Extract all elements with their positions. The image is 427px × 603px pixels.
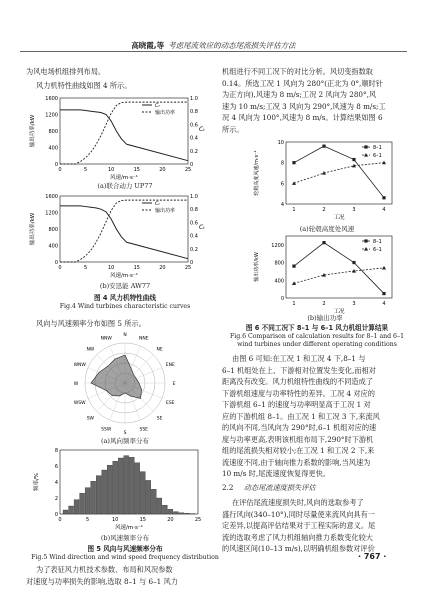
- x-axis-label: 风速/m·s⁻¹: [110, 273, 138, 279]
- fig4b-chart: [28, 190, 218, 282]
- rose-direction-label: WNW: [73, 363, 86, 369]
- text-line: 流速度不同,由于轴向推力系数的影响,当风速为: [222, 457, 371, 467]
- y-tick-label: 0: [54, 260, 58, 266]
- data-point-8-1: [352, 158, 355, 161]
- histogram-bar: [162, 505, 167, 514]
- text-line: 况 4 风向为 100°,风速为 8 m/s。计算结果如图 6: [222, 113, 383, 122]
- rose-direction-label: N: [123, 333, 127, 338]
- text-line: 应的下游机组 8–1。由工况 1 和工况 3 下,来流风: [222, 411, 380, 421]
- data-point-8-1: [292, 265, 295, 268]
- left-paragraph-1: 为风电场机组排列布局。: [26, 67, 106, 76]
- x-tick-label: 15: [133, 167, 140, 173]
- x-tick-label: 15: [139, 517, 146, 523]
- y-tick-label: 800: [48, 227, 58, 233]
- legend-label-6-1: 6–1: [373, 247, 382, 253]
- left-paragraph-3: 风向与风速频率分布如图 5 所示。: [36, 319, 146, 328]
- page-number: · 767 ·: [358, 552, 387, 561]
- fig5a-windrose: [60, 328, 190, 438]
- rose-direction-label: W: [73, 382, 79, 387]
- text-line: 10 m/s 时,尾流速度恢复得更快。: [222, 469, 330, 478]
- histogram-bar: [80, 493, 85, 514]
- fig5-title: 图 5 风向与风速频率分布: [87, 545, 163, 553]
- x-tick-label: 20: [159, 167, 166, 173]
- data-point-8-1: [352, 261, 355, 264]
- ct-series-line: [60, 110, 188, 161]
- y-tick-label: 400: [48, 243, 58, 250]
- y-axis-label: 频率/%: [34, 472, 40, 492]
- y-tick-label: 10: [277, 140, 284, 146]
- fig4-title: 图 4 风力机特性曲线: [94, 294, 156, 302]
- legend-power-label: 输出功率: [155, 208, 176, 214]
- x-tick-label: 3: [352, 207, 356, 213]
- histogram-bar: [184, 513, 189, 514]
- x-tick-label: 10: [108, 167, 115, 173]
- text-line: 所示。: [222, 124, 244, 134]
- text-line: wind turbines under different operating conditions: [237, 341, 397, 348]
- rose-direction-label: NE: [156, 347, 163, 353]
- right-paragraph-1: [222, 66, 386, 135]
- y2-axis-label: Cₜ: [199, 126, 205, 133]
- legend-label-8-1: 8–1: [373, 145, 382, 151]
- x-tick-label: 15: [133, 265, 140, 271]
- left-paragraph-4-line-2: 对速度与功率损失的影响,选取 8–1 与 6–1 风力: [26, 577, 178, 586]
- y2-tick-label: 0.8: [190, 109, 198, 116]
- x-tick-label: 20: [159, 265, 166, 271]
- y-tick-label: 800: [274, 260, 284, 267]
- y-tick-label: 1200: [45, 112, 58, 119]
- y2-tick-label: 0.4: [190, 135, 198, 142]
- x-tick-label: 0: [58, 517, 62, 523]
- legend-label-6-1: 6–1: [373, 153, 382, 159]
- x-tick-label: 10: [112, 517, 119, 523]
- histogram-bar: [140, 472, 145, 514]
- y-tick-label: 1600: [45, 194, 58, 200]
- y-tick-label: 2: [54, 496, 58, 502]
- rose-direction-label: ENE: [165, 363, 175, 369]
- fig4-title-en: Fig.4 Wind turbines characteristic curves: [59, 303, 191, 310]
- plot-frame: [60, 98, 188, 164]
- y2-tick-label: 0.2: [190, 148, 198, 155]
- data-point-8-1: [382, 196, 385, 199]
- data-point-8-1: [292, 161, 295, 164]
- text-line: Fig.6 Comparison of calculation results for 8–1 and 6–1: [229, 333, 405, 340]
- y2-tick-label: 0.6: [190, 122, 198, 129]
- x-tick-label: 4: [382, 301, 386, 307]
- text-line: 的风向不同,当风向为 290°时,6–1 机组对应的速: [222, 423, 377, 432]
- text-line: 组的尾流损失相对较小;在工况 1 和工况 2 下,来: [222, 446, 375, 455]
- right-paragraph-3: [222, 497, 375, 555]
- x-tick-label: 25: [184, 167, 192, 173]
- histogram-bar: [168, 509, 173, 514]
- y-tick-label: 400: [48, 145, 58, 152]
- y2-tick-label: 0.2: [190, 246, 198, 253]
- y2-tick-label: 0.8: [190, 207, 198, 214]
- y-tick-label: 6: [54, 464, 58, 470]
- section-heading: [222, 483, 316, 493]
- data-point-8-1: [322, 145, 325, 148]
- y2-tick-label: 0.4: [190, 233, 198, 240]
- legend-marker-8-1: [364, 145, 367, 148]
- text-line: 下游机组 6–1 的速度与功率明显高于工况 1 对: [222, 400, 371, 409]
- text-line: 为正方向),风速为 8 m/s;工况 2 风向为 280°,风: [222, 90, 377, 99]
- text-line: 下游机组速度与功率特性的差异。工况 4 对应的: [222, 388, 375, 398]
- x-tick-label: 0: [58, 167, 62, 173]
- fig6b-caption: (b)输出功率: [307, 314, 343, 322]
- series-line-8-1: [294, 243, 384, 294]
- x-tick-label: 0: [58, 265, 62, 271]
- left-paragraph-2: 风力机特性曲线如图 4 所示。: [36, 81, 132, 90]
- rose-direction-label: NNE: [138, 336, 149, 342]
- x-tick-label: 5: [86, 517, 90, 523]
- y-axis-label: 输出功率/kW: [30, 212, 36, 246]
- data-point-8-1: [322, 241, 325, 244]
- fig4b-caption: (b)安迅能 AW77: [99, 282, 151, 290]
- text-line: 盛行风向(340–10°),同时尽量使来流风向具有一: [222, 509, 375, 519]
- text-line: 定差异,以提高评估结果对于工程实际的意义。尾: [222, 521, 376, 530]
- histogram-bar: [74, 500, 79, 514]
- rose-direction-label: E: [172, 382, 176, 387]
- x-axis-label: 工况: [333, 309, 345, 315]
- y-axis-label: 输出功率/kW: [254, 252, 260, 282]
- text-line: 速为 10 m/s;工况 3 风向为 290°,风速为 8 m/s;工: [222, 101, 386, 111]
- text-line: 在评估尾流速度损失时,风向的选取参考了: [232, 498, 364, 507]
- y-tick-label: 0: [54, 162, 58, 168]
- histogram-bar: [129, 457, 134, 514]
- x-axis-label: 风速/m·s⁻¹: [115, 525, 143, 531]
- histogram-bar: [146, 480, 151, 514]
- histogram-bar: [107, 465, 112, 514]
- x-tick-label: 20: [167, 517, 174, 523]
- legend-label-8-1: 8–1: [373, 239, 382, 245]
- header-authors: 高晓霞,等: [131, 41, 165, 50]
- histogram-bar: [118, 458, 123, 514]
- x-tick-label: 2: [322, 301, 326, 307]
- histogram-bar: [151, 489, 156, 514]
- fig5b-caption: (b)风速频率分布: [100, 534, 150, 542]
- x-tick-label: 25: [184, 265, 192, 271]
- y2-tick-label: 0: [190, 162, 194, 168]
- rose-direction-label: ESE: [165, 400, 175, 406]
- histogram-bar: [69, 506, 74, 514]
- y2-tick-label: 1.0: [190, 194, 198, 200]
- fig5-title-en: Fig.5 Wind direction and wind speed frequency distribution: [31, 554, 219, 561]
- x-tick-label: 5: [84, 265, 88, 271]
- fig4a-chart: [28, 92, 218, 182]
- y-axis-label: 输出功率/kW: [30, 114, 36, 148]
- rose-direction-label: S: [123, 431, 127, 436]
- histogram-bar: [96, 476, 101, 514]
- y-tick-label: 1200: [45, 210, 58, 217]
- x-tick-label: 10: [108, 265, 115, 271]
- fig6-title: 图 6 不同工况下 8–1 与 6–1 风力机组计算结果: [245, 324, 389, 332]
- text-line: 机组进行不同工况下的对比分析。风切变指数取: [222, 67, 373, 76]
- series-line-6-1: [294, 268, 384, 284]
- header-rule: [20, 51, 407, 52]
- histogram-bar: [63, 510, 68, 514]
- y-tick-label: 800: [48, 129, 58, 135]
- section-title: 动态尾流速度损失评估: [243, 483, 316, 492]
- x-tick-label: 1: [292, 207, 296, 213]
- histogram-bar: [91, 481, 96, 514]
- rose-direction-label: SSE: [139, 427, 149, 433]
- histogram-bar: [124, 456, 129, 514]
- histogram-bar: [102, 470, 107, 514]
- fig6-title-en: [222, 333, 412, 349]
- fig5a-caption: (a)风向频率分布: [101, 437, 149, 445]
- histogram-bar: [157, 498, 162, 514]
- rose-direction-label: NW: [86, 347, 95, 353]
- y2-tick-label: 1.0: [190, 96, 198, 102]
- y-tick-label: 4: [54, 480, 58, 486]
- y-tick-label: 8: [280, 160, 284, 167]
- text-line: 的风速区间(10–13 m/s),以明确机组参数对评价: [222, 544, 375, 553]
- fig6a-caption: (a)轮毂高度处风速: [299, 225, 355, 233]
- series-line-8-1: [294, 146, 384, 198]
- left-paragraph-4-line-1: 为了表征风力机技术参数、布局和风况参数: [36, 565, 173, 574]
- x-tick-label: 4: [382, 207, 386, 213]
- x-tick-label: 2: [322, 207, 326, 213]
- y-tick-label: 0: [280, 296, 284, 302]
- plot-frame: [286, 142, 392, 204]
- x-tick-label: 3: [352, 301, 356, 307]
- y2-tick-label: 0.6: [190, 220, 198, 227]
- section-number: 2.2: [222, 483, 234, 492]
- data-point-6-1: [382, 266, 386, 270]
- x-axis-label: 工况: [333, 215, 345, 221]
- y-tick-label: 1200: [271, 242, 284, 249]
- rose-direction-label: SE: [156, 416, 163, 422]
- running-header: [0, 40, 427, 51]
- histogram-bar: [173, 512, 178, 514]
- header-title: 考虑尾流效应的动态尾流损失评估方法: [168, 41, 296, 50]
- histogram-bar: [85, 488, 90, 514]
- legend-power-label: 输出功率: [155, 110, 176, 116]
- text-line: 0.14。所选工况 1 风向为 280°(正北为 0°,顺时针: [222, 78, 383, 88]
- right-paragraph-2: [222, 353, 380, 480]
- fig5b-chart: [28, 444, 218, 534]
- legend-marker-8-1: [364, 239, 367, 242]
- rose-direction-label: SW: [86, 416, 95, 422]
- histogram-bar: [135, 463, 140, 514]
- y2-tick-label: 0: [190, 260, 194, 266]
- rose-direction-label: SSW: [101, 427, 112, 433]
- text-line: 流的选取考虑了风力机组轴向推力系数变化较大: [222, 532, 373, 542]
- x-tick-label: 25: [194, 517, 202, 523]
- y-tick-label: 8: [54, 448, 58, 454]
- text-line: 度与功率更高,表明该机组布局下,290°时下游机: [222, 434, 374, 444]
- x-tick-label: 5: [84, 167, 88, 173]
- y-tick-label: 1600: [45, 96, 58, 102]
- y-tick-label: 400: [274, 278, 284, 285]
- fig4a-caption: (a)联合动力 UP77: [97, 182, 153, 190]
- x-tick-label: 1: [292, 301, 296, 307]
- x-axis-label: 风速/m·s⁻¹: [110, 175, 138, 181]
- y2-axis-label: Cₜ: [199, 224, 205, 231]
- text-line: 6–1 机组处在上、下游相对位置发生变化,而相对: [222, 365, 376, 375]
- fig6a-chart: [250, 138, 400, 226]
- y-axis-label: 轮毂高度风速/m·s⁻¹: [254, 150, 260, 196]
- plot-frame: [286, 236, 392, 298]
- data-point-8-1: [382, 292, 385, 295]
- fig6b-chart: [250, 232, 400, 316]
- rose-direction-label: NNW: [100, 336, 112, 342]
- histogram-bar: [113, 461, 118, 514]
- legend-ct-label: Cₜ: [155, 201, 160, 207]
- text-line: 由图 6 可知:在工况 1 和工况 4 下,8–1 与: [232, 354, 366, 363]
- rose-direction-label: WSW: [73, 400, 86, 406]
- y-tick-label: 0: [54, 512, 58, 518]
- y-tick-label: 4: [280, 202, 284, 208]
- legend-ct-label: Cₜ: [155, 103, 160, 109]
- y-tick-label: 6: [280, 181, 284, 188]
- text-line: 距离没有改变。风力机组特性曲线的不同造成了: [222, 377, 373, 386]
- histogram-bar: [179, 513, 184, 514]
